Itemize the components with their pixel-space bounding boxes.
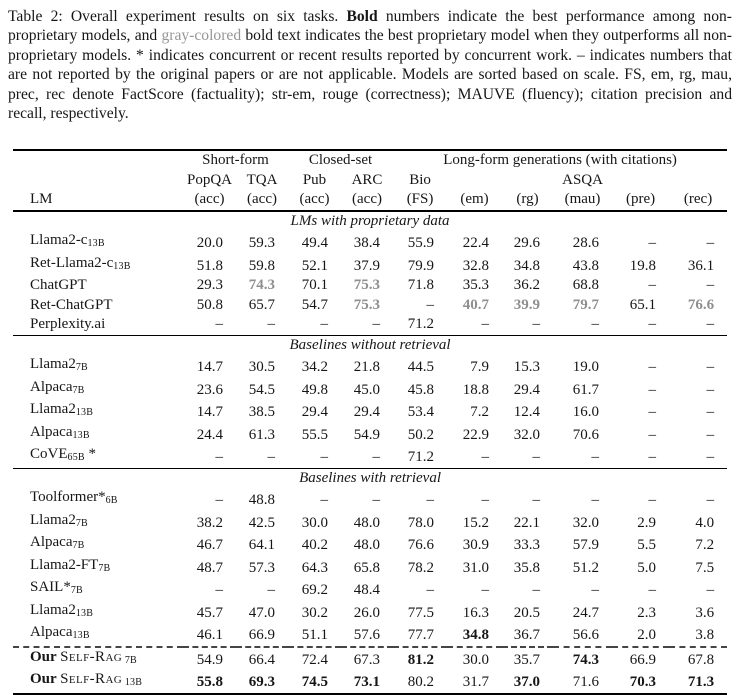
value-cell: 14.7: [196, 359, 223, 376]
value-cell: 65.1: [629, 296, 657, 313]
value-cell: 30.0: [447, 647, 502, 671]
value-cell: –: [532, 316, 541, 333]
value-cell: 70.3: [629, 674, 657, 691]
value-cell: 34.8: [513, 257, 541, 274]
value-cell: 2.9: [637, 514, 657, 531]
column-name: ASQA: [562, 171, 603, 188]
value-cell: 54.5: [248, 381, 276, 398]
value-cell: 38.5: [248, 404, 276, 421]
value-cell: 16.3: [462, 604, 490, 621]
value-cell: –: [648, 449, 657, 466]
column-name-spacer: [502, 171, 553, 191]
value-cell: –: [267, 316, 276, 333]
table-row: [13, 231, 727, 254]
table-row: [13, 423, 727, 446]
value-cell: 19.8: [629, 257, 657, 274]
value-cell: 45.7: [196, 604, 223, 621]
value-cell: –: [532, 492, 541, 509]
value-cell: 74.5: [301, 674, 329, 691]
model-name: $Llama2_{13B}$: [30, 601, 94, 619]
value-cell: 19.0: [572, 359, 600, 376]
model-name: Alpaca$_{13B}$: [30, 624, 90, 642]
table-body: [13, 211, 727, 694]
section-title-row: [13, 211, 727, 232]
model-name: $Llama2-c_{13B}$: [30, 232, 105, 250]
value-cell: 36.2: [513, 277, 541, 294]
model-name: Our Self-Rag $_{7B}$: [13, 647, 183, 671]
value-cell: –: [648, 404, 657, 421]
column-name-spacer: [669, 171, 727, 191]
value-cell: 78.2: [407, 559, 435, 576]
value-cell: 12.4: [513, 404, 541, 421]
value-cell: 7.9: [470, 359, 490, 376]
column-group-spacer: [13, 150, 183, 171]
model-name: Alpaca$_{7B}$: [30, 378, 85, 396]
value-cell: 48.0: [353, 537, 381, 554]
table-row: [13, 445, 727, 468]
value-cell: 29.4: [513, 381, 541, 398]
value-cell: –: [648, 381, 657, 398]
value-cell: 77.7: [407, 627, 435, 644]
ours-row: [13, 647, 727, 671]
value-cell: 29.6: [513, 235, 541, 252]
value-cell: 30.0: [301, 514, 329, 531]
section-title: LMs with proprietary data: [290, 212, 450, 229]
value-cell: 55.5: [301, 426, 329, 443]
value-cell: –: [372, 316, 381, 333]
value-cell: –: [320, 449, 329, 466]
value-cell: 15.3: [513, 359, 541, 376]
column-name: TQA: [246, 171, 278, 188]
value-cell: 35.8: [513, 559, 541, 576]
value-cell: –: [372, 492, 381, 509]
table-row: [13, 511, 727, 534]
value-cell: 70.6: [572, 426, 600, 443]
value-cell: 54.9: [353, 426, 381, 443]
value-cell: 65.8: [353, 559, 381, 576]
value-cell: 4.0: [695, 514, 715, 531]
value-cell: –: [648, 359, 657, 376]
value-cell: 30.2: [301, 604, 329, 621]
value-cell: 7.2: [470, 404, 490, 421]
value-cell: 71.6: [572, 674, 600, 691]
value-cell: 34.8: [462, 627, 490, 644]
value-cell: –: [481, 582, 490, 599]
column-group-header: Closed-set: [308, 152, 373, 169]
value-cell: –: [215, 316, 223, 333]
value-cell: 66.9: [612, 647, 669, 671]
column-metric: (rec): [683, 191, 713, 208]
table-caption: [0, 0, 740, 123]
column-name-spacer: [13, 171, 183, 191]
value-cell: 48.8: [248, 492, 276, 509]
value-cell: 71.8: [407, 277, 435, 294]
table-row: [13, 556, 727, 579]
value-cell: –: [648, 277, 657, 294]
value-cell: –: [215, 492, 223, 509]
value-cell: –: [215, 449, 223, 466]
column-name-spacer: [447, 171, 502, 191]
value-cell: –: [215, 582, 223, 599]
value-cell: 64.1: [248, 537, 276, 554]
value-cell: 49.4: [301, 235, 329, 252]
value-cell: 2.3: [637, 604, 657, 621]
value-cell: 61.3: [248, 426, 276, 443]
value-cell: 78.0: [407, 514, 435, 531]
value-cell: 37.9: [353, 257, 381, 274]
value-cell: 40.2: [301, 537, 329, 554]
value-cell: 57.3: [248, 559, 276, 576]
value-cell: –: [648, 426, 657, 443]
value-cell: –: [648, 235, 657, 252]
value-cell: 29.4: [301, 404, 329, 421]
value-cell: –: [706, 404, 715, 421]
column-metric: (FS): [406, 191, 434, 208]
value-cell: 70.1: [301, 277, 329, 294]
value-cell: 35.7: [502, 647, 553, 671]
table-row: [13, 488, 727, 511]
value-cell: 24.4: [196, 426, 223, 443]
value-cell: 35.3: [462, 277, 490, 294]
value-cell: –: [426, 492, 435, 509]
value-cell: 47.0: [248, 604, 276, 621]
model-name: $Llama2_{7B}$: [30, 356, 88, 374]
value-cell: –: [372, 449, 381, 466]
value-cell: 32.0: [513, 426, 541, 443]
value-cell: 79.9: [407, 257, 435, 274]
column-metric: (acc): [247, 191, 277, 208]
value-cell: –: [648, 492, 657, 509]
column-name: PopQA: [186, 171, 232, 188]
value-cell: 53.4: [407, 404, 435, 421]
value-cell: 31.7: [462, 674, 490, 691]
value-cell: 81.2: [393, 647, 447, 671]
value-cell: 46.7: [196, 537, 223, 554]
value-cell: 34.2: [301, 359, 329, 376]
value-cell: –: [320, 316, 329, 333]
value-cell: 45.0: [353, 381, 381, 398]
value-cell: 7.2: [695, 537, 715, 554]
table-row: [13, 533, 727, 556]
column-name: Pub: [302, 171, 327, 188]
column-metric: (rg): [516, 191, 539, 208]
value-cell: 68.8: [572, 277, 600, 294]
value-cell: 26.0: [353, 604, 381, 621]
value-cell: 40.7: [462, 296, 490, 313]
model-name: $SAIL*_{7B}$: [30, 579, 83, 597]
value-cell: 29.4: [353, 404, 381, 421]
value-cell: –: [481, 449, 490, 466]
ours-row: [13, 670, 727, 694]
section-title: Baselines without retrieval: [13, 335, 727, 355]
caption-gray-text: gray-colored: [161, 27, 242, 45]
table-row: [13, 623, 727, 647]
value-cell: 67.3: [341, 647, 393, 671]
value-cell: 2.0: [637, 627, 657, 644]
model-name: Ret-ChatGPT: [30, 296, 113, 313]
value-cell: 76.6: [687, 296, 715, 313]
value-cell: 64.3: [301, 559, 329, 576]
value-cell: 21.8: [353, 359, 381, 376]
value-cell: 42.5: [248, 514, 276, 531]
value-cell: 45.8: [407, 381, 435, 398]
caption-text: bold text indicates the best proprietary model when they outperforms all non-proprietary models. * indicates concurrent or recent results reported by concurrent work. – indicates numbers that are not reported by the original papers or are not applicable. Models are sorted based on scale. FS, em, rg, mau, prec, rec denote FactScore (factuality); str-em, rouge (correctness); MAUVE (fluency); citation precision and recall, respectively.: [8, 27, 732, 123]
column-metric: (acc): [299, 191, 330, 208]
model-name: Alpaca$_{7B}$: [30, 534, 85, 552]
value-cell: –: [706, 359, 715, 376]
column-metric: (pre): [625, 191, 656, 208]
table-row: [13, 276, 727, 296]
value-cell: 71.3: [687, 674, 715, 691]
column-metric: (acc): [194, 191, 225, 208]
value-cell: 31.0: [462, 559, 490, 576]
value-cell: 57.6: [353, 627, 381, 644]
value-cell: 38.2: [196, 514, 223, 531]
table-row: [13, 378, 727, 401]
value-cell: 50.2: [407, 426, 435, 443]
model-name: Alpaca$_{13B}$: [30, 423, 90, 441]
value-cell: 69.3: [248, 674, 276, 691]
value-cell: 20.5: [513, 604, 541, 621]
table-row: [13, 315, 727, 335]
value-cell: 75.3: [353, 296, 381, 313]
value-cell: –: [481, 316, 490, 333]
column-group-header: Long-form generations (with citations): [443, 152, 677, 169]
value-cell: –: [706, 277, 715, 294]
value-cell: 74.3: [248, 277, 276, 294]
value-cell: 51.8: [196, 257, 223, 274]
value-cell: 71.2: [407, 316, 435, 333]
value-cell: 33.3: [513, 537, 541, 554]
value-cell: 50.8: [196, 296, 223, 313]
value-cell: 29.3: [196, 277, 223, 294]
value-cell: 51.2: [572, 559, 600, 576]
value-cell: –: [591, 492, 600, 509]
model-name: $Toolformer*_{6B}$: [30, 489, 118, 507]
value-cell: –: [648, 582, 657, 599]
value-cell: –: [267, 449, 276, 466]
table-row: [13, 601, 727, 624]
value-cell: 51.1: [301, 627, 329, 644]
value-cell: 5.5: [637, 537, 657, 554]
section-title: Baselines with retrieval: [13, 468, 727, 488]
caption-text: Table 2: Overall experiment results on six tasks.: [8, 8, 347, 25]
value-cell: 75.3: [353, 277, 381, 294]
value-cell: –: [706, 492, 715, 509]
column-name-spacer: [612, 171, 669, 191]
value-cell: 57.9: [572, 537, 600, 554]
value-cell: 39.9: [513, 296, 541, 313]
value-cell: 69.2: [301, 582, 329, 599]
column-metric: (em): [460, 191, 489, 208]
value-cell: –: [591, 582, 600, 599]
lm-column-header: LM: [30, 191, 53, 208]
value-cell: 30.9: [462, 537, 490, 554]
value-cell: 48.0: [353, 514, 381, 531]
value-cell: 67.8: [669, 647, 727, 671]
column-name: ARC: [351, 171, 383, 188]
value-cell: 22.4: [462, 235, 490, 252]
value-cell: 71.2: [407, 449, 435, 466]
value-cell: 3.8: [695, 627, 715, 644]
section-title-row: [13, 335, 727, 355]
model-name: Ret-$Llama2-c_{13B}$: [30, 254, 131, 272]
value-cell: –: [648, 316, 657, 333]
value-cell: 66.4: [236, 647, 288, 671]
model-name: $Llama2-FT_{7B}$: [30, 556, 111, 574]
value-cell: –: [267, 582, 276, 599]
value-cell: –: [532, 449, 541, 466]
value-cell: 32.0: [572, 514, 600, 531]
model-name: $Llama2_{7B}$: [30, 511, 88, 529]
section-title-row: [13, 468, 727, 488]
value-cell: 15.2: [462, 514, 490, 531]
model-name: $Llama2_{13B}$: [30, 401, 94, 419]
value-cell: 43.8: [572, 257, 600, 274]
value-cell: –: [591, 449, 600, 466]
value-cell: 20.0: [196, 235, 223, 252]
value-cell: 56.6: [572, 627, 600, 644]
value-cell: 65.7: [248, 296, 276, 313]
value-cell: 66.9: [248, 627, 276, 644]
value-cell: –: [706, 449, 715, 466]
value-cell: 59.3: [248, 235, 276, 252]
table-row: [13, 355, 727, 378]
table-row: [13, 254, 727, 277]
value-cell: –: [706, 381, 715, 398]
value-cell: 36.1: [687, 257, 715, 274]
value-cell: 54.7: [301, 296, 329, 313]
value-cell: 55.8: [196, 674, 223, 691]
table-header: [13, 150, 727, 211]
caption-bold-text: Bold: [346, 8, 378, 25]
column-metric: (acc): [352, 191, 382, 208]
column-metric: (mau): [564, 191, 601, 208]
value-cell: 55.9: [407, 235, 435, 252]
caption-text: numbers indicate the best performance among non-proprietary models, and: [8, 8, 732, 45]
value-cell: –: [591, 316, 600, 333]
value-cell: 61.7: [572, 381, 600, 398]
model-name: CoVE$_{65B}$ *: [30, 446, 97, 464]
table-row: [13, 400, 727, 423]
value-cell: 80.2: [407, 674, 435, 691]
column-name: Bio: [409, 171, 431, 188]
value-cell: 72.4: [288, 647, 341, 671]
table-row: [13, 296, 727, 316]
value-cell: 3.6: [695, 604, 715, 621]
value-cell: –: [426, 296, 435, 313]
model-name: ChatGPT: [30, 277, 87, 294]
value-cell: 16.0: [572, 404, 600, 421]
value-cell: 44.5: [407, 359, 435, 376]
value-cell: 14.7: [196, 404, 223, 421]
value-cell: 18.8: [462, 381, 490, 398]
results-table: [13, 149, 727, 695]
value-cell: –: [320, 492, 329, 509]
value-cell: –: [706, 235, 715, 252]
value-cell: 36.7: [513, 627, 541, 644]
value-cell: 77.5: [407, 604, 435, 621]
value-cell: 79.7: [572, 296, 600, 313]
value-cell: 24.7: [572, 604, 600, 621]
value-cell: 22.9: [462, 426, 490, 443]
value-cell: 32.8: [462, 257, 490, 274]
value-cell: 74.3: [553, 647, 612, 671]
value-cell: 28.6: [572, 235, 600, 252]
value-cell: 52.1: [301, 257, 329, 274]
value-cell: –: [426, 582, 435, 599]
value-cell: 76.6: [407, 537, 435, 554]
value-cell: –: [532, 582, 541, 599]
value-cell: 23.6: [196, 381, 223, 398]
value-cell: –: [706, 426, 715, 443]
value-cell: 54.9: [183, 647, 236, 671]
value-cell: 38.4: [353, 235, 381, 252]
value-cell: 73.1: [353, 674, 381, 691]
value-cell: 7.5: [695, 559, 715, 576]
value-cell: 30.5: [248, 359, 276, 376]
value-cell: –: [706, 582, 715, 599]
model-name: Perplexity.ai: [30, 316, 106, 333]
value-cell: 59.8: [248, 257, 276, 274]
value-cell: 5.0: [637, 559, 657, 576]
value-cell: 48.4: [353, 582, 381, 599]
value-cell: 37.0: [513, 674, 541, 691]
value-cell: 46.1: [196, 627, 223, 644]
table-row: [13, 578, 727, 601]
value-cell: –: [706, 316, 715, 333]
value-cell: 22.1: [513, 514, 541, 531]
model-name: Our Self-Rag $_{13B}$: [30, 671, 143, 689]
column-group-header: Short-form: [202, 152, 269, 169]
value-cell: –: [481, 492, 490, 509]
value-cell: 49.8: [301, 381, 329, 398]
value-cell: 48.7: [196, 559, 223, 576]
